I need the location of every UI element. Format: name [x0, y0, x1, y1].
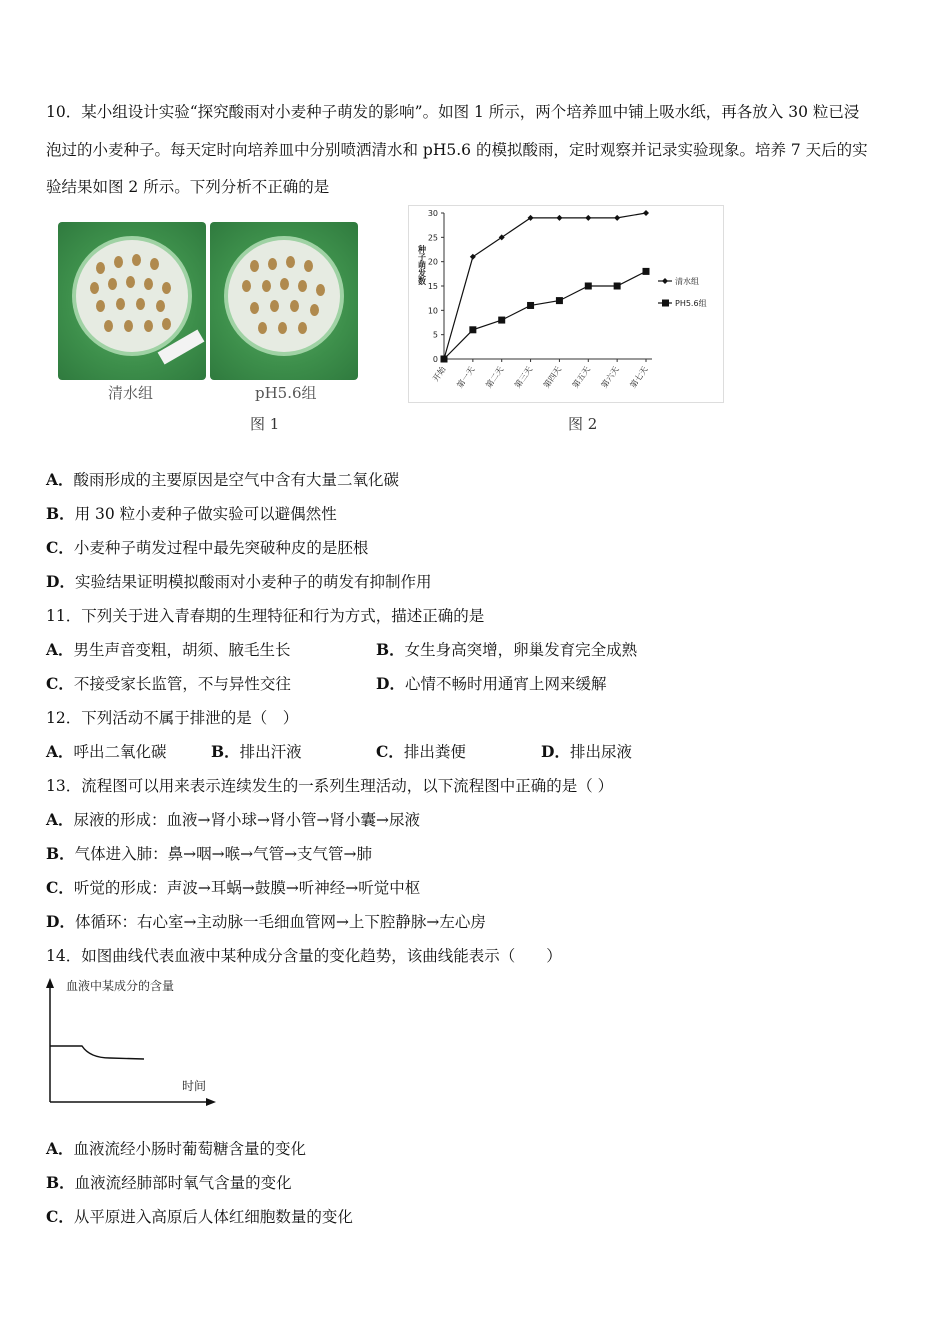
fig1-photo-water — [58, 222, 206, 380]
q13-stem: 13．流程图可以用来表示连续发生的一系列生理活动，以下流程图中正确的是（ ） — [46, 777, 614, 795]
q11-option-c[interactable]: C．不接受家长监管，不与异性交往 — [46, 674, 291, 693]
chart-x-tick-label: 第七天 — [628, 364, 650, 390]
q14-curve-graph — [40, 974, 230, 1114]
chart-point — [498, 317, 505, 324]
fig1-caption-water: 清水组 — [108, 384, 154, 402]
chart-point — [585, 283, 592, 290]
q10-stem-line2: 泡过的小麦种子。每天定时向培养皿中分别喷洒清水和 pH5.6 的模拟酸雨，定时观察并记录实验现象。培养 7 天后的实 — [46, 141, 868, 159]
q13-option-b[interactable]: B．气体进入肺：鼻→咽→喉→气管→支气管→肺 — [46, 844, 373, 863]
q12-option-d[interactable]: D．排出尿液 — [541, 742, 632, 761]
q12-option-b[interactable]: B．排出汗液 — [211, 742, 302, 761]
q10-stem-line1: 10．某小组设计实验“探究酸雨对小麦种子萌发的影响”。如图 1 所示，两个培养皿中铺上吸水纸，再各放入 30 粒已浸 — [46, 103, 860, 121]
chart-y-tick-label: 30 — [427, 209, 438, 218]
x-axis-arrow-icon — [206, 1098, 216, 1106]
chart-legend-label-0: 清水组 — [675, 277, 699, 286]
chart-point — [441, 356, 448, 363]
chart-y-axis-label: 种子萌发数 — [417, 245, 427, 285]
q14-option-b[interactable]: B．血液流经肺部时氧气含量的变化 — [46, 1173, 292, 1192]
q13-option-a[interactable]: A．尿液的形成：血液→肾小球→肾小管→肾小囊→尿液 — [46, 810, 420, 829]
q10-option-b[interactable]: B．用 30 粒小麦种子做实验可以避偶然性 — [46, 504, 337, 523]
fig1-photo-acid — [210, 222, 358, 380]
chart-y-tick-label: 20 — [427, 257, 438, 267]
fig1-caption-acid: pH5.6组 — [255, 384, 317, 402]
chart-y-tick-label: 5 — [432, 330, 438, 340]
q14-graph-ylabel: 血液中某成分的含量 — [66, 979, 175, 993]
q14-option-c[interactable]: C．从平原进入高原后人体红细胞数量的变化 — [46, 1207, 353, 1226]
chart-x-tick-label: 第五天 — [570, 364, 592, 390]
chart-x-tick-label: 第三天 — [513, 364, 535, 390]
chart-legend-marker-1 — [662, 300, 669, 307]
fig1-label: 图 1 — [250, 415, 280, 433]
chart-point — [556, 297, 563, 304]
fig2-label: 图 2 — [568, 415, 598, 433]
germination-line-chart — [408, 205, 724, 403]
q12-option-a[interactable]: A．呼出二氧化碳 — [46, 742, 167, 761]
q14-option-a[interactable]: A．血液流经小肠时葡萄糖含量的变化 — [46, 1139, 307, 1158]
q14-graph-xlabel: 时间 — [182, 1079, 207, 1093]
q13-option-d[interactable]: D．体循环：右心室→主动脉一毛细血管网→上下腔静脉→左心房 — [46, 912, 486, 931]
chart-point — [614, 283, 621, 290]
q11-option-d[interactable]: D．心情不畅时用通宵上网来缓解 — [376, 674, 607, 693]
q12-option-c[interactable]: C．排出粪便 — [376, 742, 466, 761]
q11-stem: 11．下列关于进入青春期的生理特征和行为方式，描述正确的是 — [46, 607, 485, 625]
chart-point — [527, 302, 534, 309]
content-curve — [50, 1046, 144, 1059]
chart-point — [469, 326, 476, 333]
q10-option-a[interactable]: A．酸雨形成的主要原因是空气中含有大量二氧化碳 — [46, 470, 400, 489]
q10-option-c[interactable]: C．小麦种子萌发过程中最先突破种皮的是胚根 — [46, 538, 369, 557]
q14-stem: 14．如图曲线代表血液中某种成分含量的变化趋势，该曲线能表示（ ） — [46, 947, 562, 965]
chart-x-tick-label: 第四天 — [541, 364, 564, 390]
chart-x-tick-label: 开始 — [431, 364, 448, 384]
chart-legend-label-1: PH5.6组 — [675, 299, 707, 308]
q10-stem-line3: 验结果如图 2 所示。下列分析不正确的是 — [46, 178, 330, 196]
petri-dish — [228, 240, 340, 352]
chart-x-tick-label: 第六天 — [599, 364, 621, 390]
q11-option-b[interactable]: B．女生身高突增，卵巢发育完全成熟 — [376, 640, 638, 659]
y-axis-arrow-icon — [46, 978, 54, 988]
chart-y-tick-label: 0 — [432, 355, 438, 364]
chart-y-tick-label: 10 — [427, 306, 438, 316]
petri-dish — [76, 240, 188, 352]
q10-option-d[interactable]: D．实验结果证明模拟酸雨对小麦种子的萌发有抑制作用 — [46, 572, 432, 591]
chart-point — [643, 268, 650, 275]
chart-y-tick-label: 15 — [427, 282, 438, 291]
chart-x-tick-label: 第一天 — [455, 364, 477, 390]
q12-stem: 12．下列活动不属于排泄的是（ ） — [46, 709, 299, 727]
chart-x-tick-label: 第二天 — [484, 364, 506, 390]
q13-option-c[interactable]: C．听觉的形成：声波→耳蜗→鼓膜→听神经→听觉中枢 — [46, 878, 421, 897]
chart-y-tick-label: 25 — [427, 233, 438, 243]
q11-option-a[interactable]: A．男生声音变粗，胡须、腋毛生长 — [46, 640, 291, 659]
